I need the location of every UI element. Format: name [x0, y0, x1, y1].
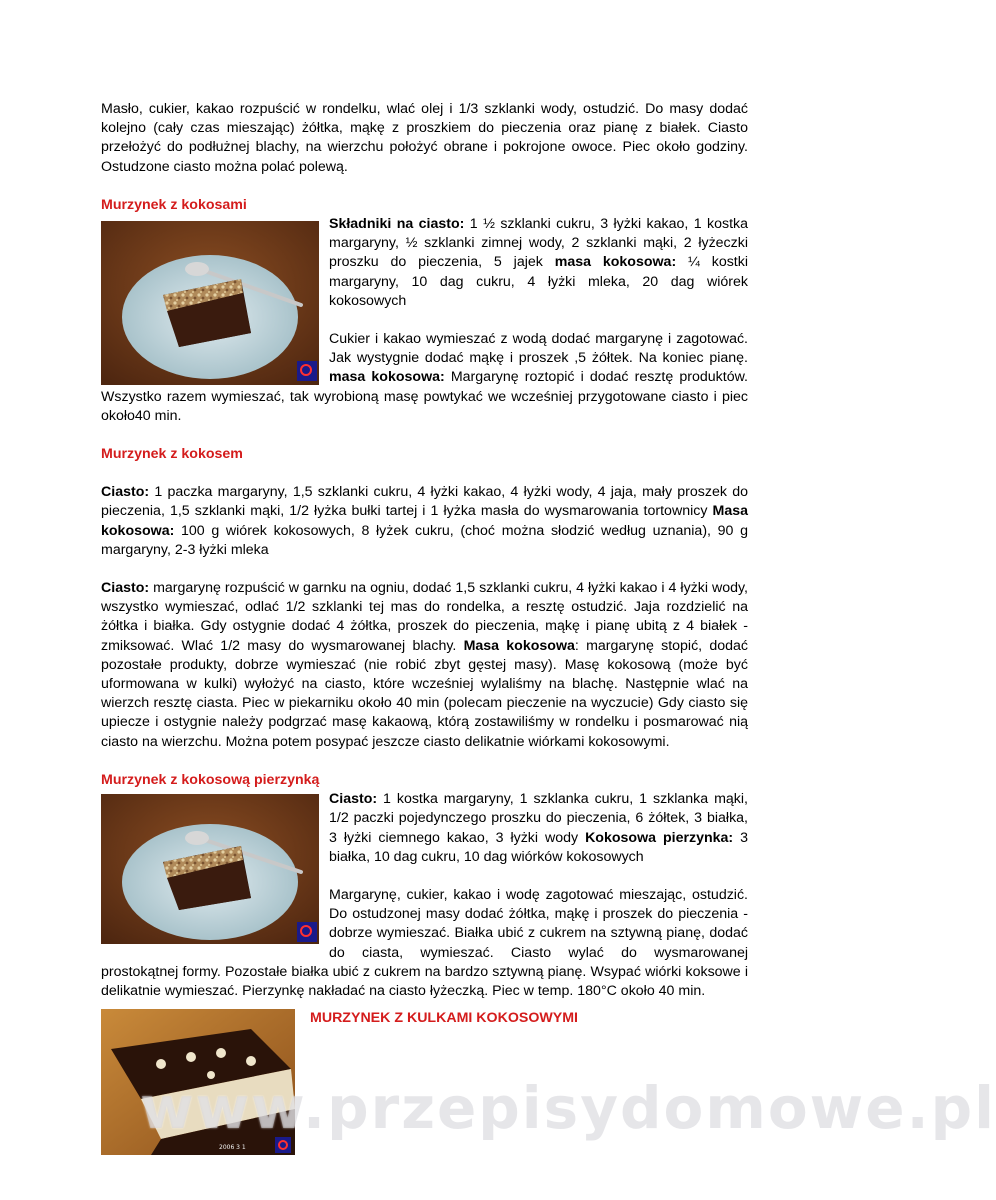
- recipe3-instructions: Margarynę, cukier, kakao i wodę zagotować mieszając, ostudzić. Do ostudzonej masy dodać żółtka, mąkę i proszek do pieczenia - dobrze wymieszać. Białka ubić z cukrem na sztywną pianę, dodać do ciasta, wymieszać. Ciasto wylać do wysmarowanej prostokątnej formy. Pozostałe białka ubić z cukrem na bardzo sztywną pianę. Wsypać wiórki koksowe i delikatnie wymieszać. Pierzynkę nakładać na ciasto łyżeczką. Piec w temp. 180°C około 40 min.: [101, 886, 748, 999]
- recipe-title-kokosowa-pierzynka: Murzynek z kokosową pierzynką: [101, 771, 320, 788]
- photo-date: 2006 3 1: [219, 1144, 246, 1152]
- recipe2-instructions: [101, 579, 748, 752]
- recipe-title-murzynek-z-kokosami: Murzynek z kokosami: [101, 196, 247, 213]
- zoom-icon[interactable]: [297, 922, 317, 942]
- recipe2-ingredients: [101, 483, 748, 560]
- ingredients-text: 1 paczka margaryny, 1,5 szklanki cukru, 4 łyżki kakao, 4 łyżki wody, 4 jaja, mały proszek do pieczenia, 1,5 szklanki mąki, 1/2 łyżka bułki tartej i 1 łyżka masła do wysmarowania tortownicy: [101, 484, 748, 520]
- label-ingredients: Składniki na ciasto:: [329, 216, 465, 233]
- ingredients-text: 1 kostka margaryny, 1 szklanka cukru, 1 szklanka mąki, 1/2 paczki pojedynczego proszku do pieczenia, 6 żółtek, 3 białka, 3 łyżki ciemnego kakao, 3 łyżki wody: [329, 791, 748, 846]
- label-coconut-mass: Masa kokosowa:: [101, 503, 748, 539]
- cake-photo-3-image: [101, 1009, 295, 1155]
- instructions-text: Cukier i kakao wymieszać z wodą dodać margarynę i zagotować. Jak wystygnie dodać mąkę i proszek ,5 żółtek. Na koniec pianę.: [329, 331, 748, 367]
- instructions-text-2: Margarynę roztopić i dodać resztę produktów. Wszystko razem wymieszać, tak wyrobioną masę powtykać we wcześniej przygotowane ciasto i piec około40 min.: [101, 369, 748, 424]
- recipe-title-kulki-kokosowe: MURZYNEK Z KULKAMI KOKOSOWYMI: [310, 1010, 578, 1027]
- coconut-mass-text: 100 g wiórek kokosowych, 8 łyżek cukru, (choć można słodzić według uznania), 90 g margaryny, 2-3 łyżki mleka: [101, 522, 748, 558]
- label-coconut-mass: masa kokosowa:: [554, 254, 677, 271]
- cake-photo-1-image: [101, 221, 319, 385]
- label-dough-2: Ciasto:: [101, 580, 150, 597]
- cake-photo-2[interactable]: [101, 794, 319, 944]
- cake-photo-1[interactable]: [101, 221, 319, 385]
- label-dough: Ciasto:: [101, 484, 150, 501]
- recipe-title-murzynek-z-kokosem: Murzynek z kokosem: [101, 446, 243, 463]
- document-page: [101, 100, 748, 1169]
- instructions-text-2: : margarynę stopić, dodać pozostałe produkty, dobrze wymieszać (nie robić zbyt gęstej masy). Masę kokosową (może być uformowana w kulki) wyłożyć na ciasto, które wcześniej wylaliśmy na blachę. Następnie wlać na wierzch resztę ciasta. Piec w piekarniku około 40 min (polecam pieczenie na wyczucie) Gdy ciasto się upiecze i ostygnie należy podgrzać masę kakaową, którą zostawiliśmy w rondelku i posmarować nią ciasto na wierzchu. Można potem posypać jeszcze ciasto delikatnie wiórkami kokosowymi.: [101, 637, 749, 750]
- zoom-icon[interactable]: [297, 361, 317, 381]
- ingredients-text: 1 ½ szklanki cukru, 3 łyżki kakao, 1 kostka margaryny, ½ szklanki zimnej wody, 2 szklanki mąki, 2 łyżeczki proszku do pieczenia, 5 jajek: [329, 216, 748, 271]
- cake-photo-3[interactable]: [101, 1009, 295, 1155]
- instructions-text: margarynę rozpuścić w garnku na ogniu, dodać 1,5 szklanki cukru, 4 łyżki kakao i 4 łyżki wody, wszystko wymieszać, odlać 1/2 szklanki tej mas do rondelka, a resztę ostudzić. Jaja rozdzielić na żółtka i białka. Gdy ostygnie dodać 4 żółtka, proszek do pieczenia, mąkę i pianę ubitą z 4 białek - zmiksować. Wlać 1/2 masy do wysmarowanej blachy.: [101, 580, 748, 654]
- label-coconut-mass-2: masa kokosowa:: [329, 369, 445, 386]
- label-dough: Ciasto:: [329, 791, 378, 808]
- coconut-mass-text: ¼ kostki margaryny, 10 dag cukru, 4 łyżki mleka, 20 dag wiórek kokosowych: [329, 254, 748, 309]
- site-watermark: www.przepisydomowe.pl: [140, 1074, 996, 1142]
- cake-photo-2-image: [101, 794, 319, 944]
- intro-paragraph: Masło, cukier, kakao rozpuścić w rondelku, wlać olej i 1/3 szklanki wody, ostudzić. Do masy dodać kolejno (cały czas mieszając) żółtka, mąkę z proszkiem do pieczenia oraz pianę z białek. Ciasto przełożyć do podłużnej blachy, na wierzchu położyć obrane i pokrojone owoce. Piec około godziny. Ostudzone ciasto można polać polewą.: [101, 101, 748, 175]
- coconut-topping-text: 3 białka, 10 dag cukru, 10 dag wiórków kokosowych: [329, 829, 748, 865]
- zoom-icon[interactable]: [275, 1137, 291, 1153]
- recipe4-section: [101, 1009, 748, 1169]
- label-coconut-mass-2: Masa kokosowa: [463, 637, 575, 654]
- label-coconut-topping: Kokosowa pierzynka:: [585, 829, 734, 846]
